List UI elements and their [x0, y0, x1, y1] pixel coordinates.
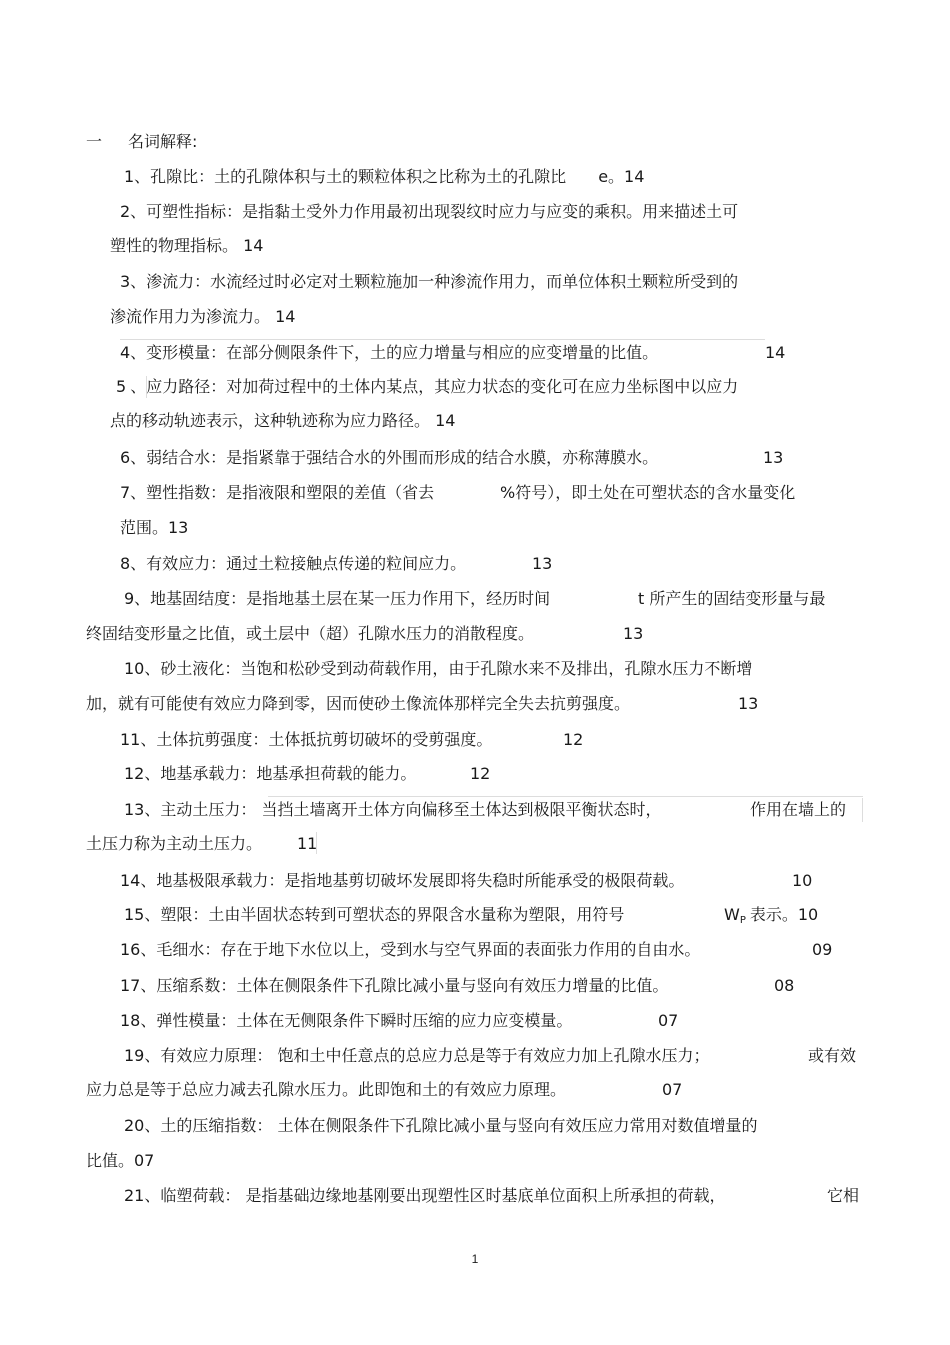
term-text-cont: 土压力称为主动土压力。 [86, 834, 263, 853]
term-item-7-b: %符号），即土处在可塑状态的含水量变化 [500, 483, 796, 502]
term-text-cont: 加，就有可能使有效应力降到零，因而使砂土像流体那样完全失去抗剪强度。 [86, 694, 631, 713]
term-item-9 [124, 589, 550, 609]
term-text: 1、孔隙比：土的孔隙体积与土的颗粒体积之比称为土的孔隙比 [124, 167, 567, 186]
term-item-8 [120, 554, 466, 574]
divider [316, 832, 317, 854]
term-item-1 [124, 167, 644, 187]
term-item-17 [120, 976, 668, 996]
symbol-e: e [598, 167, 609, 186]
term-item-13-cont [86, 834, 262, 854]
term-text: 10、砂土液化：当饱和松砂受到动荷载作用，由于孔隙水来不及排出，孔隙水压力不断增 [124, 659, 753, 678]
term-item-14 [120, 871, 684, 891]
term-item-20 [124, 1116, 757, 1136]
term-item-12 [124, 764, 416, 784]
term-text: 20、土的压缩指数： 土体在侧限条件下孔隙比减小量与竖向有效压应力常用对数值增量的 [124, 1116, 758, 1135]
divider [862, 798, 863, 822]
term-text: 7、塑性指数：是指液限和塑限的差值（省去 [120, 483, 435, 502]
term-text-cont: 应力总是等于总应力减去孔隙水压力。此即饱和土的有效应力原理。 [86, 1080, 567, 1099]
term-text-cont: 终固结变形量之比值，或土层中（超）孔隙水压力的消散程度。 [86, 624, 535, 643]
term-ref-13: 11 [297, 834, 318, 853]
term-item-3-cont [110, 307, 295, 327]
term-text: 18、弹性模量：土体在无侧限条件下瞬时压缩的应力应变模量。 [120, 1011, 573, 1030]
term-text: 14、地基极限承载力：是指地基剪切破坏发展即将失稳时所能承受的极限荷载。 [120, 871, 685, 890]
term-ref-18: 07 [658, 1011, 679, 1030]
section-number: 一 [86, 132, 103, 151]
term-ref-8: 13 [532, 554, 553, 573]
term-text: 4、变形模量：在部分侧限条件下，土的应力增量与相应的应变增量的比值。 [120, 343, 659, 362]
term-item-6 [120, 448, 658, 468]
term-text-cont: 塑性的物理指标。 14 [110, 236, 264, 255]
term-text: 8、有效应力：通过土粒接触点传递的粒间应力。 [120, 554, 467, 573]
term-text: 表示。10 [749, 905, 819, 924]
term-item-2 [120, 202, 738, 222]
term-text: 11、土体抗剪强度：土体抵抗剪切破坏的受剪强度。 [120, 730, 493, 749]
term-item-21 [124, 1186, 725, 1206]
term-ref-12: 12 [470, 764, 491, 783]
divider [120, 339, 765, 340]
term-item-7 [120, 483, 434, 503]
term-item-3 [120, 272, 738, 292]
term-ref-4: 14 [765, 343, 786, 362]
term-text: 17、压缩系数：土体在侧限条件下孔隙比减小量与竖向有效压力增量的比值。 [120, 976, 669, 995]
section-title: 名词解释: [128, 132, 198, 151]
term-text: 13、主动土压力： 当挡土墙离开土体方向偏移至土体达到极限平衡状态时， [124, 800, 662, 819]
page-number: 1 [471, 1252, 479, 1266]
term-item-21-b: 它相 [827, 1186, 860, 1205]
term-ref-16: 09 [812, 940, 833, 959]
term-ref-19: 07 [662, 1080, 683, 1099]
term-item-2-cont [110, 236, 263, 256]
term-item-5 [116, 377, 738, 397]
term-text: 16、毛细水：存在于地下水位以上，受到水与空气界面的表面张力作用的自由水。 [120, 940, 701, 959]
term-ref-14: 10 [792, 871, 813, 890]
symbol-wp: W [724, 905, 740, 924]
term-text: 12、地基承载力：地基承担荷载的能力。 [124, 764, 417, 783]
term-item-9-cont [86, 624, 534, 644]
symbol-subscript: P [739, 915, 746, 926]
term-text: 3、渗流力：水流经过时必定对土颗粒施加一种渗流作用力，而单位体积土颗粒所受到的 [120, 272, 739, 291]
term-text: 21、临塑荷载： 是指基础边缘地基刚要出现塑性区时基底单位面积上所承担的荷载， [124, 1186, 726, 1205]
term-item-19 [124, 1046, 709, 1066]
term-ref-6: 13 [763, 448, 784, 467]
term-item-20-cont [86, 1151, 154, 1171]
term-number: 5 [116, 377, 127, 396]
section-heading [86, 132, 197, 152]
term-item-15-b [724, 905, 818, 931]
term-ref-17: 08 [774, 976, 795, 995]
term-item-4 [120, 343, 658, 363]
divider [146, 376, 147, 398]
term-item-13-b: 作用在墙上的 [750, 800, 847, 819]
term-item-19-b: 或有效 [808, 1046, 857, 1065]
divider [268, 796, 863, 797]
term-ref-9: 13 [623, 624, 644, 643]
term-item-10-cont [86, 694, 630, 714]
term-text: 19、有效应力原理： 饱和土中任意点的总应力总是等于有效应力加上孔隙水压力； [124, 1046, 710, 1065]
term-item-11 [120, 730, 492, 750]
term-text-cont: 渗流作用力为渗流力。 14 [110, 307, 296, 326]
term-item-15 [124, 905, 624, 925]
term-item-18 [120, 1011, 572, 1031]
term-text-cont: 比值。07 [86, 1151, 155, 1170]
term-ref: 。14 [608, 167, 645, 186]
term-text: 、应力路径：对加荷过程中的土体内某点，其应力状态的变化可在应力坐标图中以应力 [130, 377, 739, 396]
term-item-16 [120, 940, 700, 960]
term-item-13 [124, 800, 661, 820]
term-text: 2、可塑性指标：是指黏土受外力作用最初出现裂纹时应力与应变的乘积。用来描述土可 [120, 202, 739, 221]
term-item-9-b: t 所产生的固结变形量与最 [638, 589, 826, 608]
term-text: 6、弱结合水：是指紧靠于强结合水的外围而形成的结合水膜，亦称薄膜水。 [120, 448, 659, 467]
term-text: 15、塑限：土由半固状态转到可塑状态的界限含水量称为塑限，用符号 [124, 905, 625, 924]
term-ref-10: 13 [738, 694, 759, 713]
term-item-19-cont [86, 1080, 566, 1100]
term-text-cont: 范围。13 [120, 518, 189, 537]
term-item-5-cont [110, 411, 455, 431]
term-text-cont: 点的移动轨迹表示，这种轨迹称为应力路径。 14 [110, 411, 456, 430]
term-text: 9、地基固结度：是指地基土层在某一压力作用下，经历时间 [124, 589, 551, 608]
term-item-10 [124, 659, 752, 679]
term-ref-11: 12 [563, 730, 584, 749]
term-item-7-cont [120, 518, 188, 538]
